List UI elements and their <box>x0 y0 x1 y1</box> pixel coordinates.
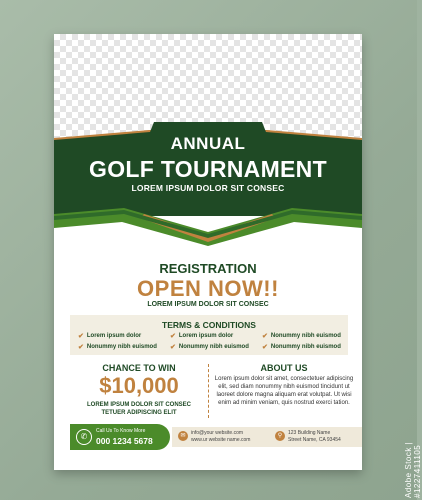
terms-list <box>78 332 348 351</box>
phone-number: 000 1234 5678 <box>96 436 153 446</box>
web-contact <box>191 430 250 444</box>
terms-item: ✔ Nonummy nibh euismod <box>170 344 249 351</box>
website-text[interactable]: www.ur website name.com <box>191 437 251 443</box>
terms-title: TERMS & CONDITIONS <box>162 320 256 330</box>
address-line-2: Street Name, CA 93454 <box>288 437 341 443</box>
bottom-strip <box>54 458 362 470</box>
stock-id-text: Adobe Stock | #1227411105 <box>404 441 422 498</box>
terms-box <box>70 315 348 355</box>
open-now-heading: OPEN NOW!! <box>137 276 279 301</box>
chance-to-win-title: CHANCE TO WIN <box>102 363 176 373</box>
call-button[interactable] <box>70 424 170 450</box>
registration-label: REGISTRATION <box>159 261 257 276</box>
registration-tagline: LOREM IPSUM DOLOR SIT CONSEC <box>147 301 269 308</box>
address-line-1: 123 Building Name <box>288 430 331 436</box>
section-divider <box>208 364 209 418</box>
prize-line-1: LOREM IPSUM DOLOR SIT CONSEC <box>86 402 191 408</box>
terms-item: ✔ Lorem ipsum dolor <box>78 333 142 340</box>
flyer-page <box>54 34 362 470</box>
about-us-text: Lorem ipsum dolor sit amet, consectetuer adipiscing elit, sed diam nonummy nibh euismod tincidunt ut laoreet dolore magna aliquam erat volutpat. Ut wisi enim ad minim veniam, quis nostrud exerci tation. <box>214 376 354 406</box>
phone-icon: ✆ <box>76 429 92 445</box>
headline-golf-tournament: GOLF TOURNAMENT <box>89 156 327 182</box>
about-us-title: ABOUT US <box>260 363 308 373</box>
location-pin-icon: ⚲ <box>275 431 285 441</box>
terms-item: ✔ Nonummy nibh euismod <box>262 344 341 351</box>
check-icon: ✔ <box>78 333 84 340</box>
headline-tagline: LOREM IPSUM DOLOR SIT CONSEC <box>131 183 285 193</box>
check-icon: ✔ <box>78 344 84 351</box>
address <box>288 430 341 444</box>
prize-line-2: TETUER ADIPISCING ELIT <box>101 410 177 416</box>
prize-amount: $10,000 <box>99 373 179 398</box>
check-icon: ✔ <box>170 333 176 340</box>
headline-annual: ANNUAL <box>170 134 246 153</box>
mail-icon: ✉ <box>178 431 188 441</box>
check-icon: ✔ <box>262 344 268 351</box>
check-icon: ✔ <box>170 344 176 351</box>
prize-description <box>70 401 208 417</box>
terms-item: ✔ Lorem ipsum dolor <box>170 333 234 340</box>
terms-item: ✔ Nonummy nibh euismod <box>262 333 341 340</box>
email-text[interactable]: info@your website.com <box>191 430 244 436</box>
call-label: Call Us To Know More <box>96 428 146 434</box>
terms-item: ✔ Nonummy nibh euismod <box>78 344 157 351</box>
check-icon: ✔ <box>262 333 268 340</box>
